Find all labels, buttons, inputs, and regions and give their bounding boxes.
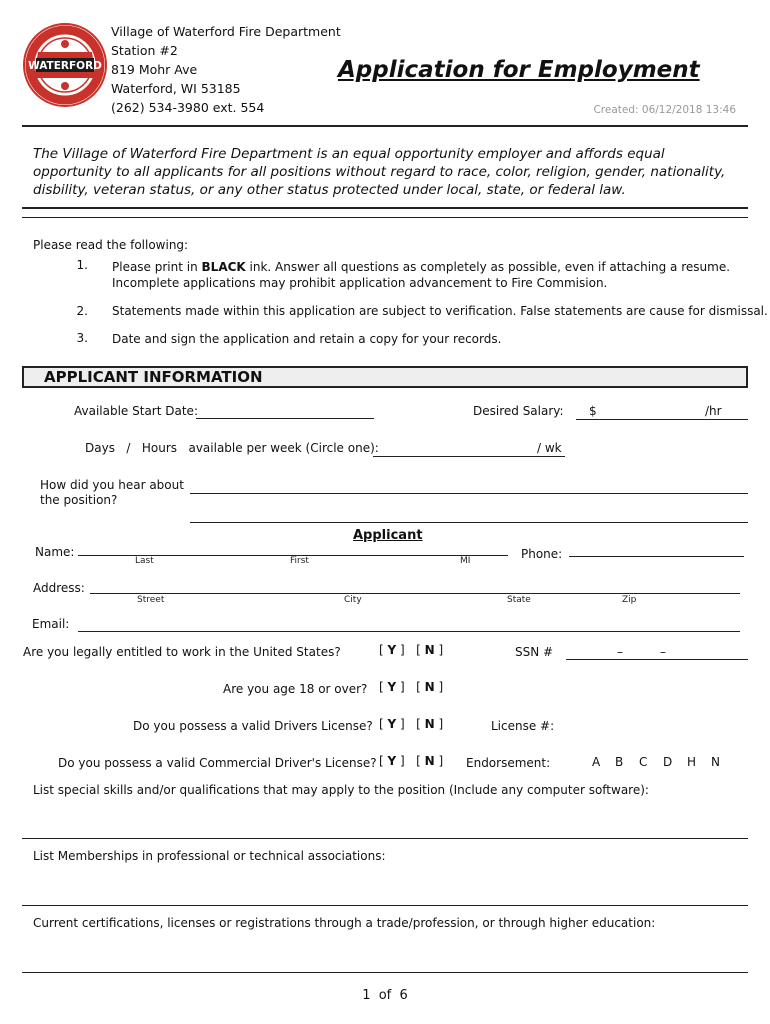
ssn-field[interactable]	[566, 659, 748, 660]
salary-field[interactable]	[576, 419, 748, 420]
address-line: (262) 534-3980 ext. 554	[111, 100, 265, 115]
name-sub-mi: MI	[460, 556, 471, 566]
no-option[interactable]: N	[424, 754, 435, 768]
hours-unit: / wk	[537, 441, 562, 455]
endorsement-option[interactable]: N	[711, 755, 720, 769]
address-line: Station #2	[111, 43, 178, 58]
divider	[22, 125, 748, 127]
endorsement-option[interactable]: B	[615, 755, 624, 769]
instruction-text: ink. Answer all questions as completely as possible, even if attaching a resume.	[245, 260, 731, 274]
endorsement-option[interactable]: D	[663, 755, 673, 769]
page-title: Application for Employment	[338, 57, 700, 83]
memberships-field[interactable]	[22, 905, 748, 906]
instruction-item-2: Statements made within this application are subject to verification. False statements are cause for dismissal.	[112, 304, 768, 318]
heard-label	[40, 478, 184, 508]
divider	[22, 217, 748, 218]
yes-option[interactable]: Y	[387, 717, 397, 731]
address-sub-street: Street	[137, 595, 165, 605]
department-address	[111, 22, 341, 117]
skills-field[interactable]	[22, 838, 748, 839]
yes-option[interactable]: Y	[387, 680, 397, 694]
eeo-statement: The Village of Waterford Fire Department is an equal opportunity employer and affords equal opportunity to all applicants for all positions without regard to race, color, religion, gender, nationality, disbility, veteran status, or any other status protected under local, state, or federal law.	[33, 146, 726, 198]
memberships-label: List Memberships in professional or technical associations:	[33, 849, 386, 863]
instruction-item-3: Date and sign the application and retain a copy for your records.	[112, 332, 502, 346]
ssn-separator: –	[660, 645, 666, 659]
address-line: Waterford, WI 53185	[111, 81, 241, 96]
ssn-label: SSN #	[515, 645, 554, 659]
heard-label-line: the position?	[40, 493, 118, 507]
endorsement-label: Endorsement:	[466, 756, 551, 770]
license-yn: [ Y ] [ N ]	[379, 717, 444, 731]
instructions-intro: Please read the following:	[33, 238, 189, 252]
address-sub-city: City	[344, 595, 362, 605]
name-sub-first: First	[290, 556, 309, 566]
address-line: 819 Mohr Ave	[111, 62, 198, 77]
instruction-text: Incomplete applications may prohibit application advancement to Fire Commision.	[112, 276, 608, 290]
address-sub-zip: Zip	[622, 595, 637, 605]
instruction-number: 3.	[76, 331, 88, 345]
name-sub-last: Last	[135, 556, 154, 566]
certifications-label: Current certifications, licenses or registrations through a trade/profession, or through higher education:	[33, 916, 656, 930]
divider	[22, 207, 748, 209]
license-question: Do you possess a valid Drivers License?	[133, 719, 373, 733]
salary-unit: /hr	[705, 404, 722, 418]
license-number-label: License #:	[491, 719, 555, 733]
created-timestamp: Created: 06/12/2018 13:46	[593, 104, 736, 116]
certifications-field[interactable]	[22, 972, 748, 973]
section-header	[22, 366, 748, 388]
skills-label: List special skills and/or qualifications that may apply to the position (Include any computer software):	[33, 783, 649, 797]
address-label: Address:	[33, 581, 85, 595]
instruction-emphasis: BLACK	[201, 260, 246, 274]
instruction-item-1	[112, 259, 752, 291]
heard-field-line-1[interactable]	[190, 493, 748, 494]
start-date-field[interactable]	[196, 418, 374, 419]
applicant-heading: Applicant	[353, 528, 423, 543]
address-field[interactable]	[90, 593, 740, 594]
hours-label: Days / Hours available per week (Circle one):	[85, 441, 379, 455]
email-label: Email:	[32, 617, 70, 631]
department-logo	[22, 22, 108, 108]
heard-label-line: How did you hear about	[40, 478, 184, 492]
salary-currency: $	[589, 404, 597, 418]
start-date-label: Available Start Date:	[74, 404, 198, 418]
instruction-number: 1.	[76, 258, 88, 272]
instruction-text: Please print in	[112, 260, 202, 274]
heard-field-line-2[interactable]	[190, 522, 748, 523]
no-option[interactable]: N	[424, 717, 435, 731]
instruction-number: 2.	[76, 304, 88, 318]
hours-field[interactable]	[373, 456, 565, 457]
section-title: APPLICANT INFORMATION	[44, 368, 263, 386]
email-field[interactable]	[78, 631, 740, 632]
age-yn: [ Y ] [ N ]	[379, 680, 444, 694]
entitled-question: Are you legally entitled to work in the United States?	[23, 645, 341, 659]
age-question: Are you age 18 or over?	[223, 682, 368, 696]
phone-label: Phone:	[521, 547, 563, 561]
address-line: Village of Waterford Fire Department	[111, 24, 341, 39]
no-option[interactable]: N	[424, 680, 435, 694]
page-number: 1 of 6	[362, 988, 408, 1003]
no-option[interactable]: N	[424, 643, 435, 657]
cdl-question: Do you possess a valid Commercial Driver's License?	[58, 756, 377, 770]
endorsement-option[interactable]: A	[592, 755, 601, 769]
logo-text: WATERFORD	[28, 60, 102, 72]
cdl-yn: [ Y ] [ N ]	[379, 754, 444, 768]
yes-option[interactable]: Y	[387, 754, 397, 768]
address-sub-state: State	[507, 595, 531, 605]
name-label: Name:	[35, 545, 75, 559]
ssn-separator: –	[617, 645, 623, 659]
endorsement-option[interactable]: H	[687, 755, 697, 769]
endorsement-option[interactable]: C	[639, 755, 648, 769]
entitled-yn: [ Y ] [ N ]	[379, 643, 444, 657]
phone-field[interactable]	[569, 556, 744, 557]
yes-option[interactable]: Y	[387, 643, 397, 657]
salary-label: Desired Salary:	[473, 404, 564, 418]
